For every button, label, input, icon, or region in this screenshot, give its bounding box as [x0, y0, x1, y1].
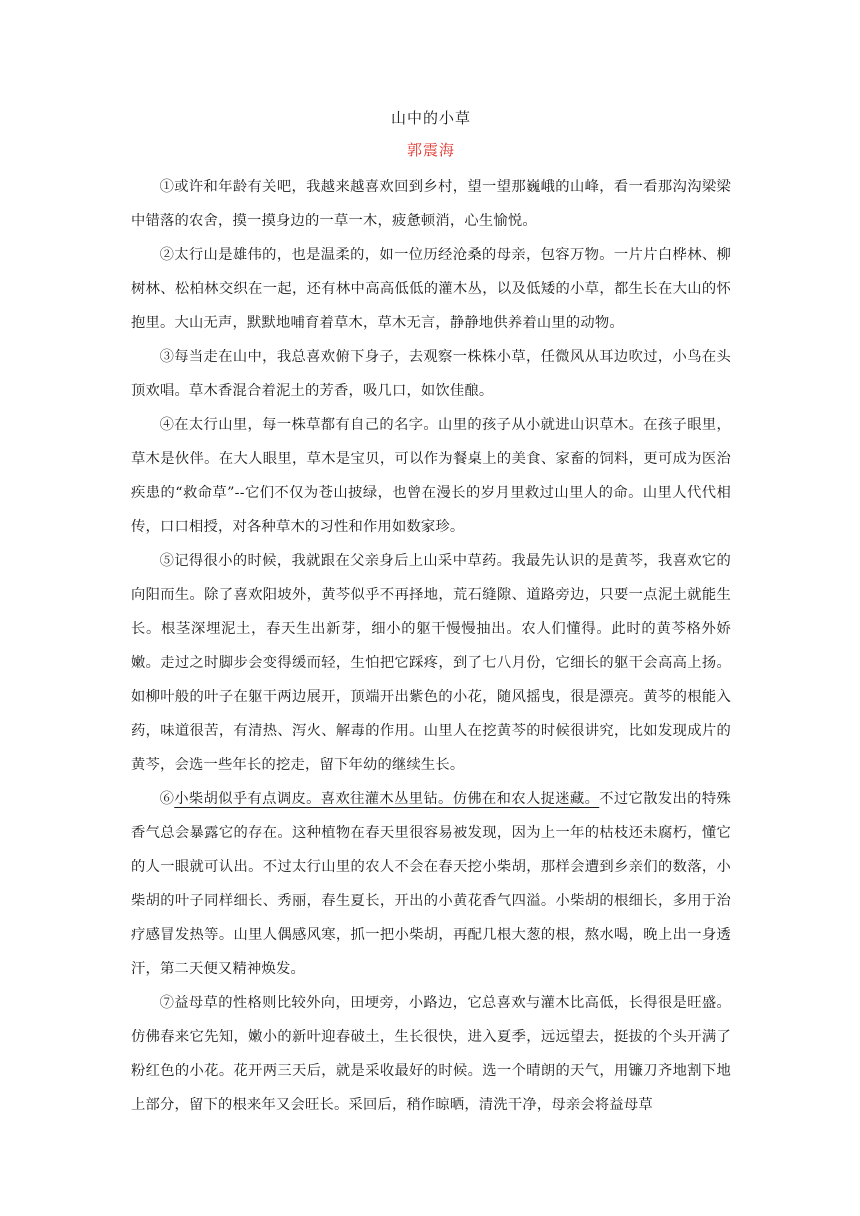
- paragraph-text: ①或许和年龄有关吧，我越来越喜欢回到乡村，望一望那巍峨的山峰，看一看那沟沟梁梁中错落的农舍，摸一摸身边的一草一木，疲惫顿消，心生愉悦。: [131, 179, 731, 229]
- paragraph-3: [131, 340, 731, 408]
- underlined-sentence: 小柴胡似乎有点调皮。喜欢往灌木丛里钻。仿佛在和农人捉迷藏。: [174, 791, 600, 807]
- paragraph-7: [131, 986, 731, 1122]
- paragraph-text: 不过它散发出的特殊香气总会暴露它的存在。这种植物在春天里很容易被发现，因为上一年的枯枝还未腐朽，懂它的人一眼就可认出。不过太行山里的农人不会在春天挖小柴胡，那样会遭到乡亲们的数落，小柴胡的叶子同样细长、秀丽，春生夏长，开出的小黄花香气四溢。小柴胡的根细长，多用于治疗感冒发热等。山里人偶感风寒，抓一把小柴胡，再配几根大葱的根，熬水喝，晚上出一身透汗，第二天便又精神焕发。: [131, 791, 731, 977]
- paragraph-text: ④在太行山里，每一株草都有自己的名字。山里的孩子从小就进山识草木。在孩子眼里，草木是伙伴。在大人眼里，草木是宝贝，可以作为餐桌上的美食、家畜的饲料，更可成为医治疾患的“救命草”--它们不仅为苍山披绿，也曾在漫长的岁月里救过山里人的命。山里人代代相传，口口相授，对各种草木的习性和作用如数家珍。: [131, 417, 731, 535]
- article: [131, 106, 731, 1122]
- paragraph-2: [131, 238, 731, 340]
- paragraph-number: ⑥: [159, 791, 175, 807]
- paragraph-4: [131, 408, 731, 544]
- paragraph-text: ②太行山是雄伟的，也是温柔的，如一位历经沧桑的母亲，包容万物。一片片白桦林、柳树林、松柏林交织在一起，还有林中高高低低的灌木丛，以及低矮的小草，都生长在大山的怀抱里。大山无声，默默地哺育着草木，草木无言，静静地供养着山里的动物。: [131, 247, 731, 331]
- article-title: 山中的小草: [390, 109, 471, 127]
- article-author: 郭震海: [406, 141, 455, 159]
- paragraph-text: ⑦益母草的性格则比较外向，田埂旁，小路边，它总喜欢与灌木比高低，长得很是旺盛。仿佛春来它先知，嫩小的新叶迎春破土，生长很快，进入夏季，远远望去，挺拔的个头开满了粉红色的小花。花开两三天后，就是采收最好的时候。选一个晴朗的天气，用镰刀齐地割下地上部分，留下的根来年又会旺长。采回后，稍作晾晒，清洗干净，母亲会将益母草: [131, 995, 731, 1113]
- paragraph-text: ⑤记得很小的时候，我就跟在父亲身后上山采中草药。我最先认识的是黄芩，我喜欢它的向阳而生。除了喜欢阳坡外，黄芩似乎不再择地，荒石缝隙、道路旁边，只要一点泥土就能生长。根茎深埋泥土，春天生出新芽，细小的躯干慢慢抽出。农人们懂得。此时的黄芩格外娇嫩。走过之时脚步会变得缓而轻，生怕把它踩疼，到了七八月份，它细长的躯干会高高上扬。如柳叶般的叶子在躯干两边展开，顶端开出紫色的小花，随风摇曳，很是漂亮。黄芩的根能入药，味道很苦，有清热、泻火、解毒的作用。山里人在挖黄芩的时候很讲究，比如发现成片的黄芩，会选一些年长的挖走，留下年幼的继续生长。: [131, 553, 731, 773]
- paragraph-1: [131, 170, 731, 238]
- article-body: [131, 170, 731, 1122]
- paragraph-text: ③每当走在山中，我总喜欢俯下身子，去观察一株株小草，任微风从耳边吹过，小鸟在头顶欢唱。草木香混合着泥土的芳香，吸几口，如饮佳酿。: [131, 349, 731, 399]
- paragraph-5: [131, 544, 731, 782]
- paragraph-6: [131, 782, 731, 986]
